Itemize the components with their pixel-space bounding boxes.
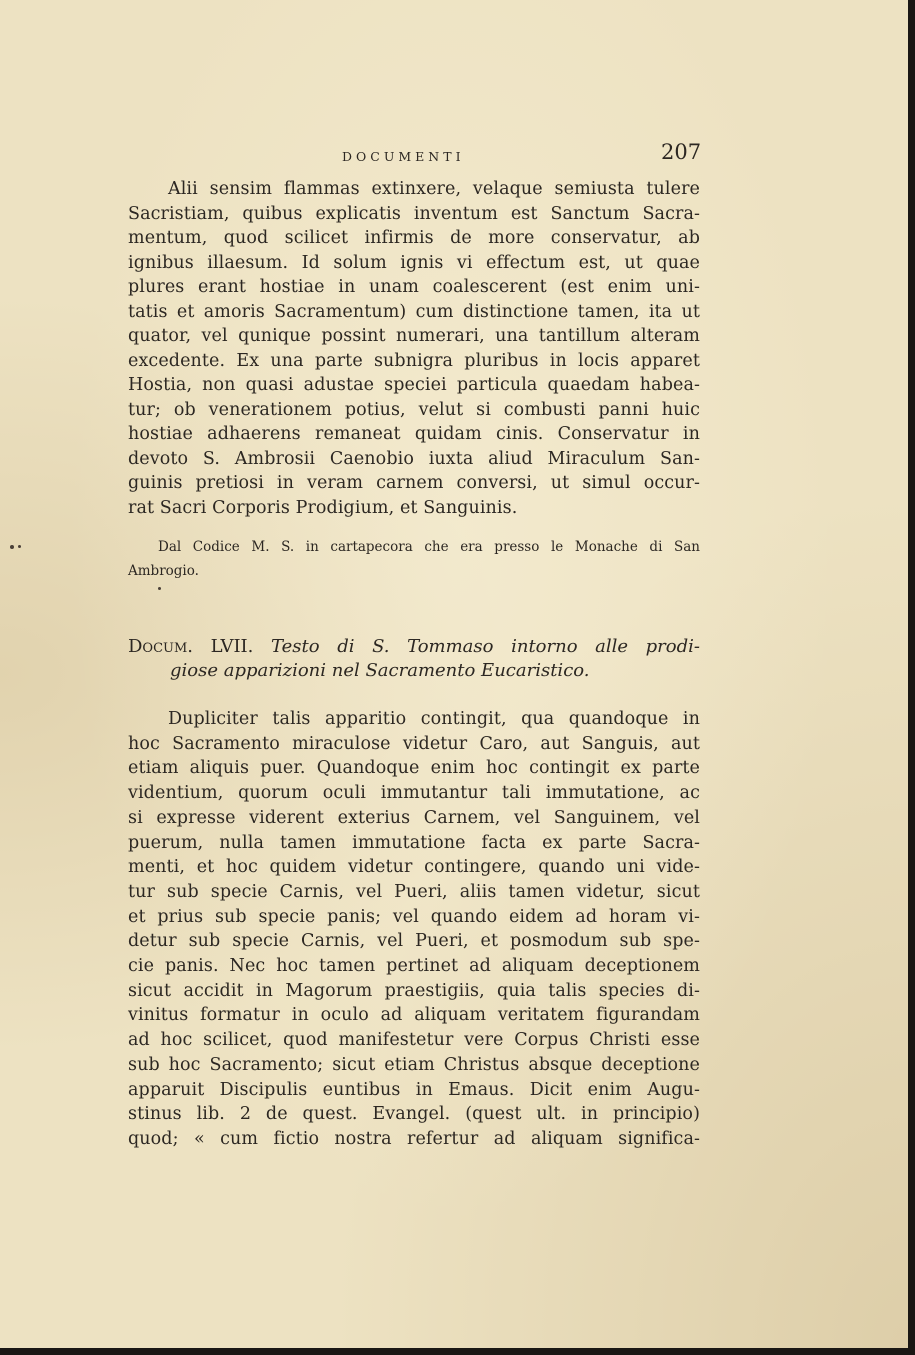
text-line: plures erant hostiae in unam coalescerent (est enim uni- [128,277,700,297]
text-line: rat Sacri Corporis Prodigium, et Sanguinis. [128,497,518,518]
text-line: menti, et hoc quidem videtur contingere, quando uni vide- [128,857,700,878]
text-line: Hostia, non quasi adustae speciei particula quaedam habea- [128,375,700,395]
text-line: ignibus illaesum. Id solum ignis vi effectum est, ut quae [128,252,700,273]
text-line: Dupliciter talis apparitio contingit, qua quandoque in [168,709,700,729]
running-head: DOCUMENTI [342,149,465,164]
page-number: 207 [661,140,702,164]
text-line: Sacristiam, quibus explicatis inventum est Sanctum Sacra- [128,203,700,224]
paper-speck [158,587,161,590]
document-label: Docum. LVII. [128,636,254,657]
text-line: vinitus formatur in oculo ad aliquam veritatem figurandam [128,1005,700,1026]
text-line: excedente. Ex una parte subnigra pluribus in locis apparet [128,350,700,371]
text-line: guinis pretiosi in veram carnem conversi, ut simul occur- [128,473,700,493]
text-line: cie panis. Nec hoc tamen pertinet ad aliquam deceptionem [128,956,700,976]
text-line: et prius sub specie panis; vel quando eidem ad horam vi- [128,906,700,927]
text-line: videntium, quorum oculi immutantur tali immutatione, ac [128,783,700,804]
text-line: tur; ob venerationem potius, velut si combusti panni huic [128,399,700,420]
text-line: tatis et amoris Sacramentum) cum distinctione tamen, ita ut [128,301,700,322]
document-title-part-2: giose apparizioni nel Sacramento Eucaristico. [170,660,590,681]
text-line: detur sub specie Carnis, vel Pueri, et posmodum sub spe- [128,931,700,952]
text-line: quator, vel qunique possint numerari, una tantillum alteram [128,326,700,346]
text-line: Alii sensim flammas extinxere, velaque semiusta tulere [168,179,700,199]
text-line: apparuit Discipulis euntibus in Emaus. Dicit enim Augu- [128,1079,700,1100]
text-line: devoto S. Ambrosii Caenobio iuxta aliud Miraculum San- [128,448,700,469]
text-line: etiam aliquis puer. Quandoque enim hoc contingit ex parte [128,758,700,779]
text-line: sicut accidit in Magorum praestigiis, quia talis species di- [128,980,700,1001]
text-line: quod; « cum fictio nostra refertur ad aliquam significa- [128,1128,700,1149]
text-line: si expresse viderent exterius Carnem, vel Sanguinem, vel [128,807,700,828]
paper-speck [18,545,21,548]
document-title-part-1: Testo di S. Tommaso intorno alle prodi- [271,636,700,657]
text-line: stinus lib. 2 de quest. Evangel. (quest ult. in principio) [128,1104,700,1125]
text-line: mentum, quod scilicet infirmis de more conservatur, ab [128,228,700,248]
paper-speck [10,545,14,549]
text-line: sub hoc Sacramento; sicut etiam Christus absque deceptione [128,1054,700,1075]
text-line: puerum, nulla tamen immutatione facta ex parte Sacra- [128,832,700,853]
text-line: tur sub specie Carnis, vel Pueri, aliis tamen videtur, sicut [128,881,700,902]
text-line: hoc Sacramento miraculose videtur Caro, aut Sanguis, aut [128,733,700,754]
heading-line-2 [170,657,650,685]
text-line: hostiae adhaerens remaneat quidam cinis. Conservatur in [128,424,700,444]
text-line: ad hoc scilicet, quod manifestetur vere Corpus Christi esse [128,1030,700,1051]
note-line: Dal Codice M. S. in cartapecora che era presso le Monache di San [158,539,700,555]
note-line: Ambrogio. [128,563,199,579]
